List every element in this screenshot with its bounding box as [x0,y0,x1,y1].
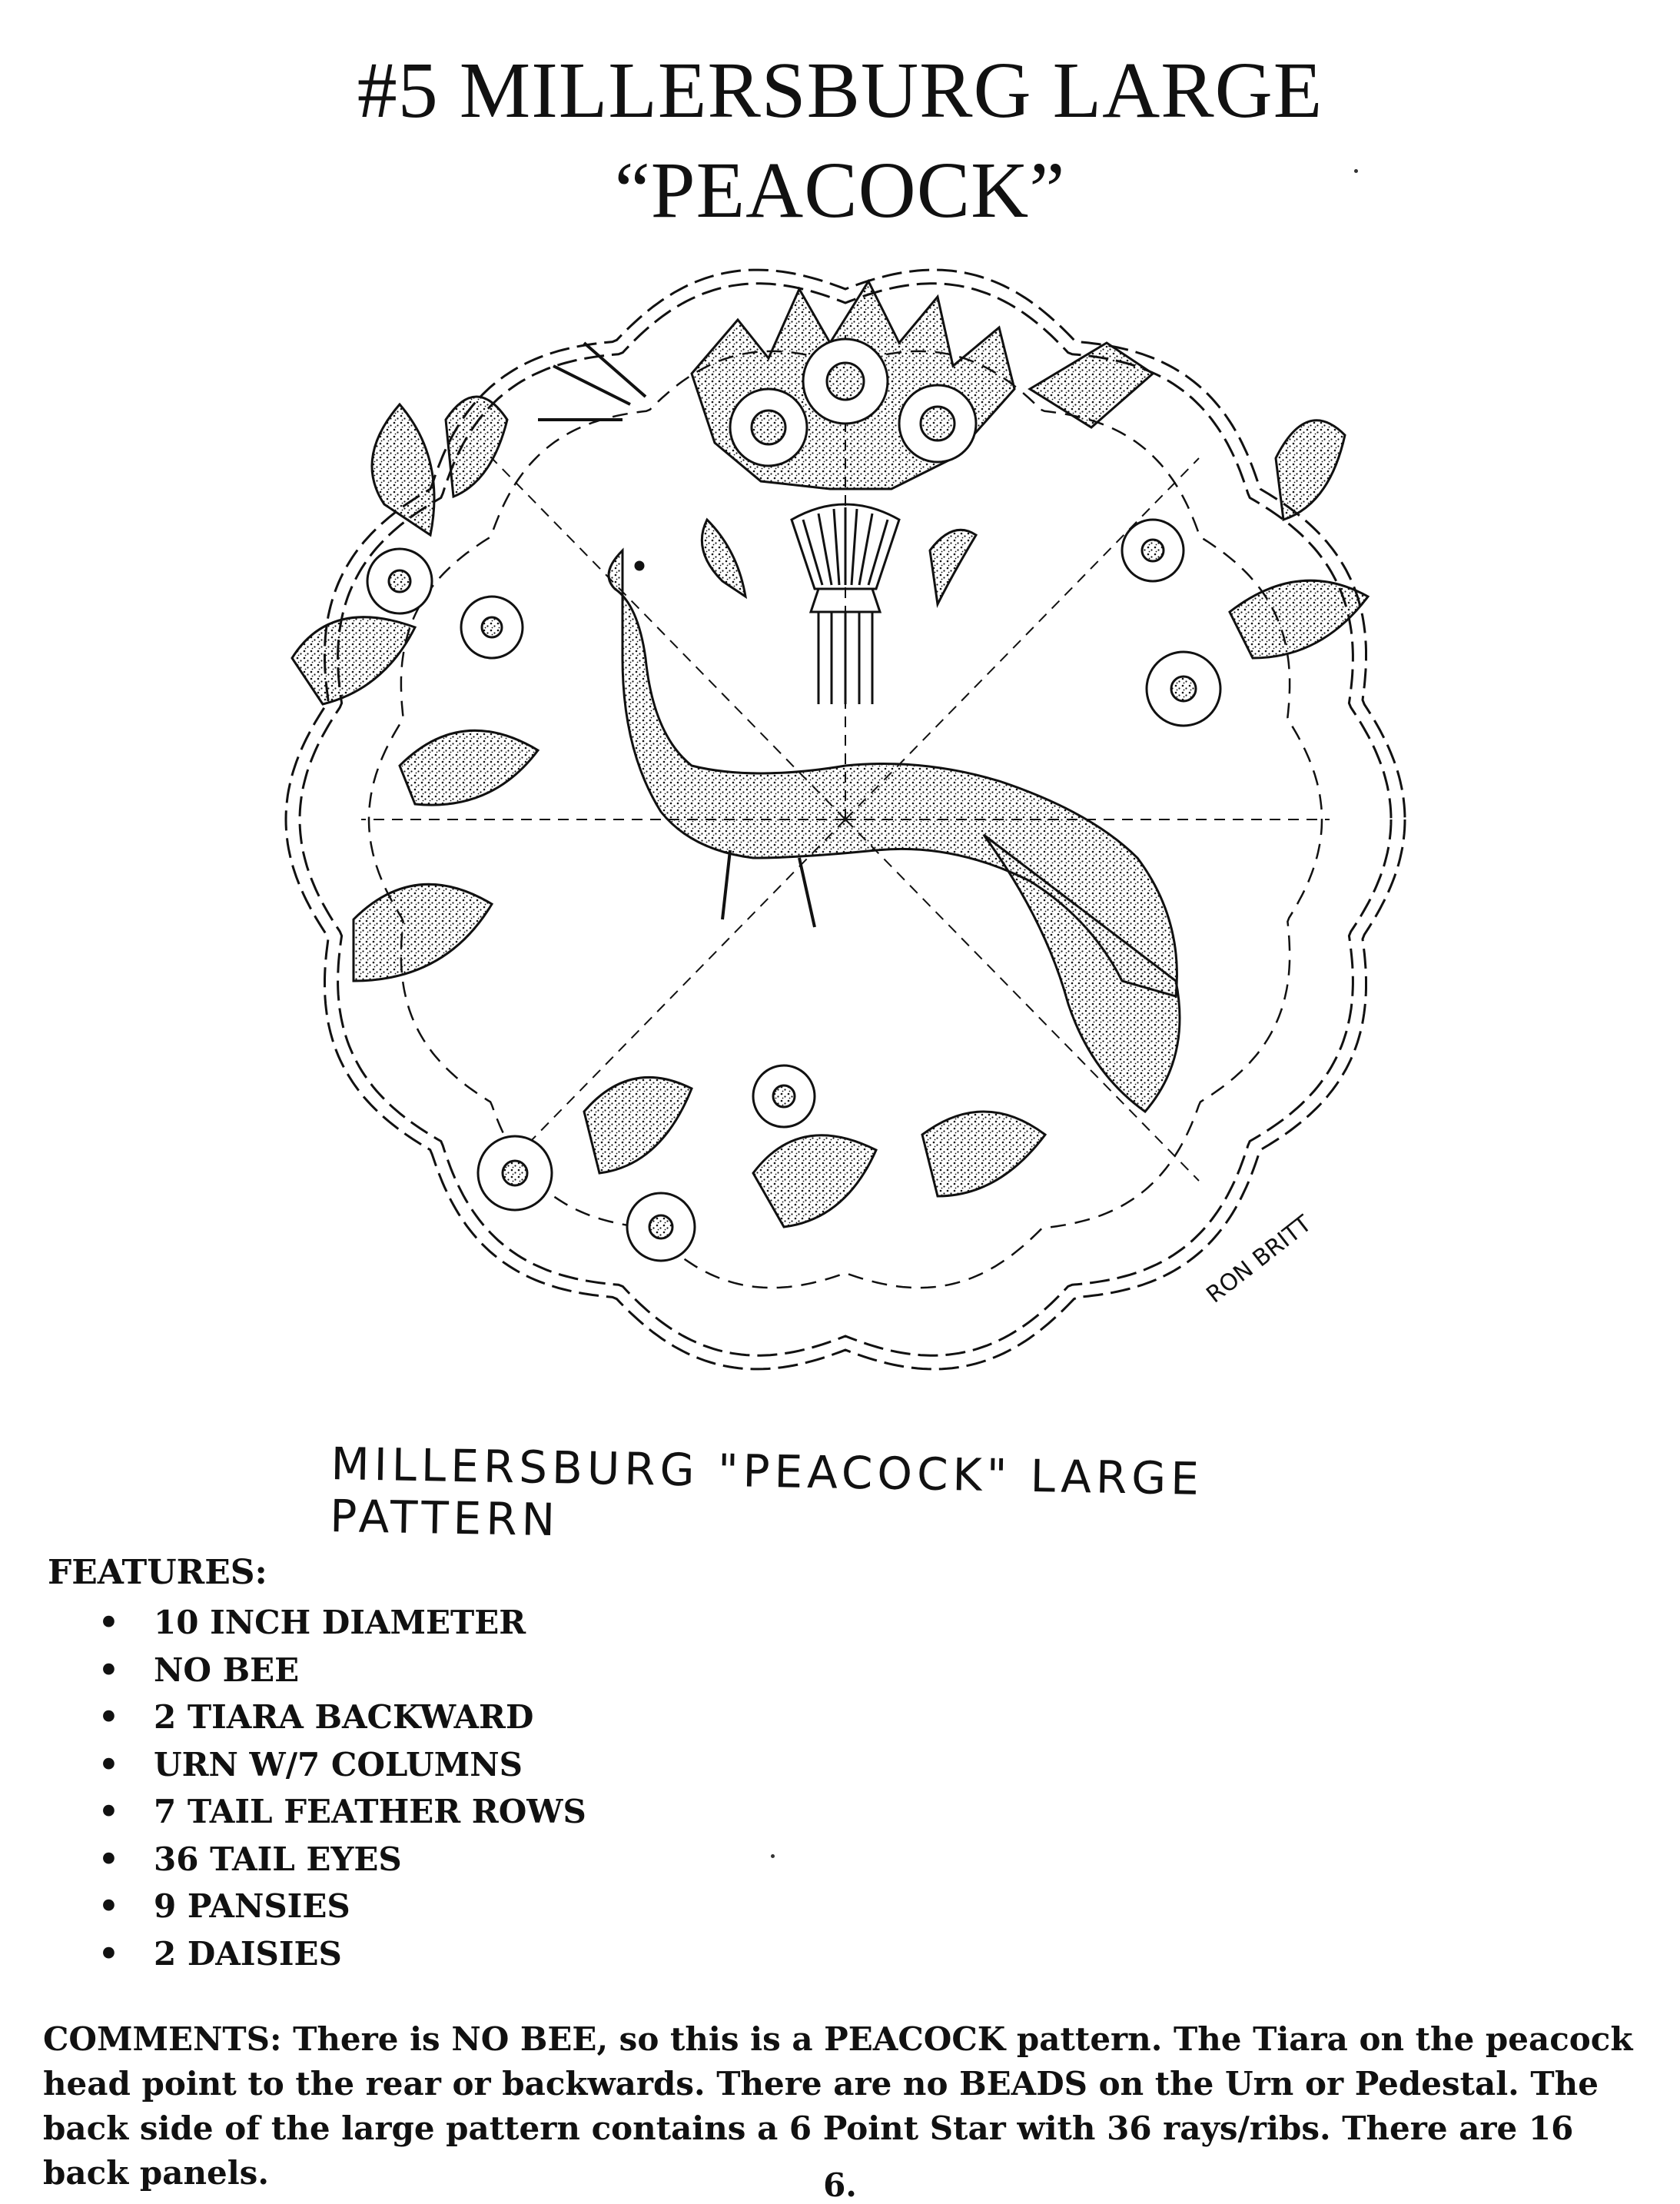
features-label: FEATURES: [48,1553,267,1592]
list-item: • 7 TAIL FEATHER ROWS [98,1788,586,1836]
urn [792,504,899,704]
bullet-icon: • [98,1745,119,1783]
flower-bouquet [538,281,1153,489]
list-item: • NO BEE [98,1647,586,1694]
scan-speck [1354,169,1358,173]
bullet-icon: • [98,1887,119,1925]
list-item: • 10 INCH DIAMETER [98,1599,586,1647]
features-list [98,1599,586,1977]
bullet-icon: • [98,1840,119,1878]
peacock-plate-drawing [261,228,1429,1411]
bullet-icon: • [98,1651,119,1689]
list-item: • 2 TIARA BACKWARD [98,1694,586,1741]
list-item: • 36 TAIL EYES [98,1836,586,1883]
page-title-line-2: “PEACOCK” [614,146,1066,234]
scan-speck [771,1854,775,1858]
page-number: 6. [823,2166,857,2204]
artist-signature: RON BRITT [1201,1210,1317,1309]
bullet-icon: • [98,1698,119,1736]
bullet-icon: • [98,1604,119,1641]
comments-paragraph: COMMENTS: There is NO BEE, so this is a PEACOCK pattern. The Tiara on the peacock head point to the rear or backwards. There are no BEADS on the Urn or Pedestal. The back side of the large pattern contains a 6 Point Star with 36 rays/ribs. There are 16 back panels. [43,2020,1633,2192]
peacock [609,520,1180,1112]
bullet-icon: • [98,1934,119,1973]
page-title-line-1: #5 MILLERSBURG LARGE [357,46,1323,135]
list-item: • URN W/7 COLUMNS [98,1741,586,1789]
list-item: • 2 DAISIES [98,1930,586,1978]
drawing-caption: MILLERSBURG "PEACOCK" LARGE PATTERN [329,1438,1204,1547]
bullet-icon: • [98,1793,119,1830]
list-item: • 9 PANSIES [98,1883,586,1930]
